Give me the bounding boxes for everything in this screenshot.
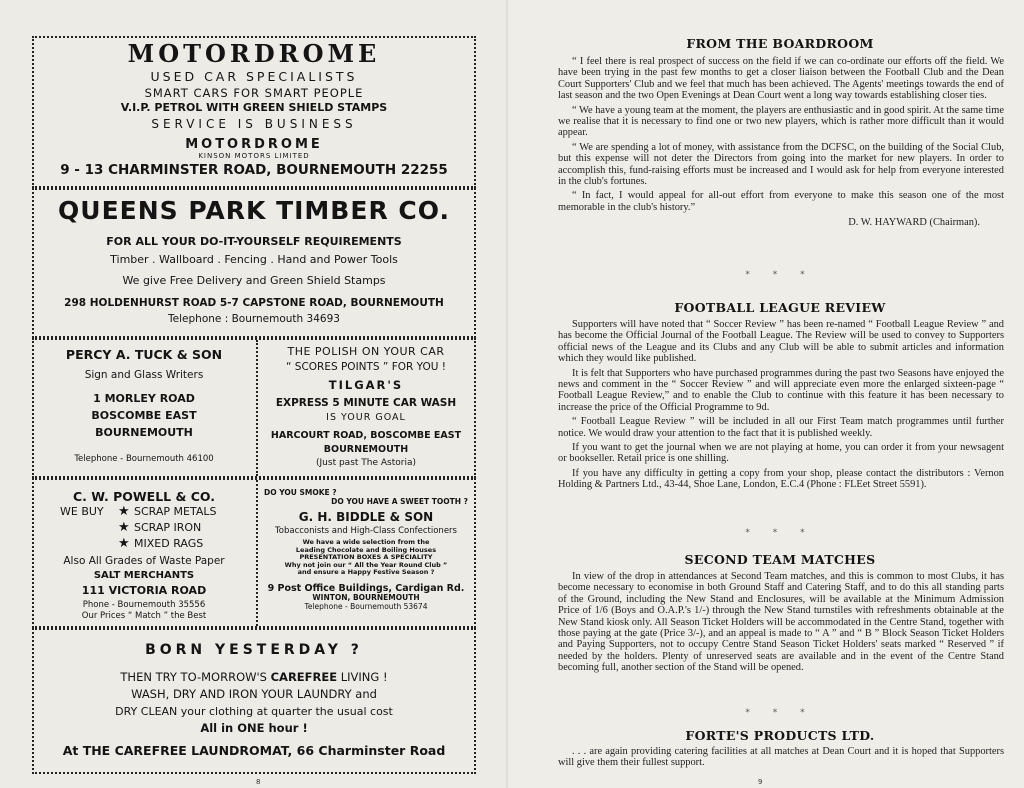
fortes-p1: . . . are again providing catering facilities at all matches at Dean Court and it is hoped that Supporters will give them their fullest support.: [558, 746, 1004, 769]
queens-park-telephone: Telephone : Bournemouth 34693: [168, 312, 340, 325]
page-number: 8: [256, 778, 261, 786]
section-divider: * * *: [745, 270, 815, 280]
percy-tuck-title: PERCY A. TUCK & SON: [65, 347, 223, 362]
ad-row-tuck-tilgar: [32, 338, 476, 478]
powell-prices: Our Prices “ Match ” the Best: [81, 610, 207, 621]
powell-phone: Phone - Bournemouth 35556: [82, 599, 206, 610]
motordrome-sub: KINSON MOTORS LIMITED: [198, 152, 310, 161]
star-icon: ★: [118, 519, 130, 535]
section-divider: * * *: [745, 708, 815, 718]
ad-powell: [34, 480, 254, 621]
tilgar-line2: “ SCORES POINTS ” FOR YOU !: [286, 360, 446, 373]
left-page: [0, 0, 510, 788]
fortes-article: [558, 746, 1004, 772]
biddle-town: WINTON, BOURNEMOUTH: [312, 593, 420, 603]
tilgar-addr2: BOURNEMOUTH: [323, 443, 409, 455]
motordrome-line1: USED CAR SPECIALISTS: [150, 69, 358, 85]
tilgar-name: TILGAR'S: [328, 378, 404, 393]
powell-item3: MIXED RAGS: [134, 536, 204, 550]
ad-tilgar: [258, 340, 474, 469]
biddle-line5: Why not join our “ All the Year Round Club ”: [284, 560, 448, 569]
percy-tuck-addr1: 1 MORLEY ROAD: [93, 392, 195, 406]
carefree-line1-a: THEN TRY TO-MORROW'S: [120, 669, 271, 684]
biddle-q2: DO YOU HAVE A SWEET TOOTH ?: [331, 496, 468, 506]
boardroom-heading: FROM THE BOARDROOM: [686, 36, 874, 51]
motordrome-address: 9 - 13 CHARMINSTER ROAD, BOURNEMOUTH 22255: [60, 162, 448, 179]
percy-tuck-telephone: Telephone - Bournemouth 46100: [74, 454, 214, 465]
powell-line3: SALT MERCHANTS: [93, 570, 195, 582]
star-icon: ★: [118, 535, 130, 551]
league-review-p1: Supporters will have noted that “ Soccer Review ” has been re-named “ Football League Review ” and has become the Official Journal of the Football League. The Review will be used to convey to Supporters official news of the League and its Clubs and any Club will be able to submit articles and information which they would like published.: [558, 319, 1004, 365]
powell-title: C. W. POWELL & CO.: [72, 489, 216, 504]
ad-percy-tuck: [34, 340, 254, 464]
section-divider: * * *: [745, 528, 815, 538]
carefree-title: BORN YESTERDAY ?: [145, 642, 363, 658]
carefree-line1-c: LIVING !: [337, 669, 388, 684]
percy-tuck-addr3: BOURNEMOUTH: [95, 426, 193, 440]
boardroom-p1: “ I feel there is real prospect of success on the field if we can co-ordinate our efforts off the field. We have been trying in the past few months to get a closer liaison between the Football Club and the Dean Court Supporters' Club and we feel that much has been achieved. The Agents' meetings towards the end of last season and the two Open Evenings at Dean Court went a long way towards establishing closer ties.: [558, 56, 1004, 102]
biddle-q1: DO YOU SMOKE ?: [264, 488, 337, 497]
second-team-p1: In view of the drop in attendances at Second Team matches, and this is common to most Clubs, it has become necessary to economise in both Ground Staff and Catering Staff, and to do this all standing parts of the Ground, including the New Stand and Enclosures, will be available at the Minimum Admission Price of 1/6 (Boys and O.A.P.'s 1/-) through the New Stand turnstiles with refreshments obtainable at the New Stand kiosk only. All Season Ticket Holders will be accommodated in the Centre Stand, together with those paying at the gate (Price 3/-), and an appeal is made to “ A ” and “ B ” Block Season Ticket Holders and Paying Supporters, not to occupy Centre Stand Season Ticket Holders' seats marked “ Reserved ” if needed by the holders. Plenty of unreserved seats are available and in the event of the Centre Stand becoming full, another section of the Stand will be opened.: [558, 571, 1004, 674]
motordrome-line3: V.I.P. PETROL WITH GREEN SHIELD STAMPS: [120, 100, 388, 114]
queens-park-line3: We give Free Delivery and Green Shield Stamps: [122, 274, 386, 288]
ad-biddle: [258, 480, 474, 612]
motordrome-name: MOTORDROME: [185, 136, 323, 152]
percy-tuck-addr2: BOSCOMBE EAST: [91, 409, 197, 423]
carefree-line1-b: CAREFREE: [270, 669, 338, 684]
boardroom-signature: D. W. HAYWARD (Chairman).: [848, 217, 980, 229]
powell-item1: SCRAP METALS: [134, 504, 217, 518]
league-review-p4: If you want to get the journal when we are not playing at home, you can order it from your newsagent or bookseller. Retail price is one shilling.: [558, 442, 1004, 465]
star-icon: ★: [118, 503, 130, 519]
percy-tuck-line1: Sign and Glass Writers: [84, 368, 204, 381]
queens-park-line1: FOR ALL YOUR DO-IT-YOURSELF REQUIREMENTS: [106, 234, 402, 248]
carefree-line4: All in ONE hour !: [200, 720, 308, 735]
biddle-line4: PRESENTATION BOXES A SPECIALITY: [299, 553, 433, 562]
carefree-address: At THE CAREFREE LAUNDROMAT, 66 Charminster Road: [62, 743, 446, 759]
second-team-heading: SECOND TEAM MATCHES: [684, 552, 876, 567]
motordrome-line2: SMART CARS FOR SMART PEOPLE: [144, 86, 364, 101]
powell-address: 111 VICTORIA ROAD: [81, 583, 207, 597]
powell-we-buy: WE BUY: [60, 504, 104, 518]
biddle-line6: and ensure a Happy Festive Season ?: [297, 568, 435, 577]
biddle-title: G. H. BIDDLE & SON: [298, 509, 434, 524]
biddle-address: 9 Post Office Buildings, Cardigan Rd.: [267, 583, 465, 595]
biddle-telephone: Telephone - Bournemouth 53674: [304, 602, 428, 612]
boardroom-article: [558, 56, 1004, 232]
carefree-line2: WASH, DRY AND IRON YOUR LAUNDRY and: [131, 687, 377, 702]
league-review-p3: “ Football League Review ” will be included in all our First Team match programmes until further notice. We would draw your attention to the fact that it is published weekly.: [558, 416, 1004, 439]
boardroom-p3: “ We are spending a lot of money, with assistance from the DCFSC, on the building of the Social Club, but this expense will not deter the Directors from going into the market for new players. In order to accomplish this, fund-raising efforts must be increased and I would ask for help from everyone interested in the club's fortunes.: [558, 141, 1004, 188]
motordrome-line4: SERVICE IS BUSINESS: [151, 116, 357, 131]
biddle-line2: We have a wide selection from the: [302, 537, 430, 546]
tilgar-addr3: (Just past The Astoria): [316, 457, 416, 468]
tilgar-addr1: HARCOURT ROAD, BOSCOMBE EAST: [270, 430, 462, 442]
tilgar-line3: EXPRESS 5 MINUTE CAR WASH: [275, 396, 457, 409]
right-page: [510, 0, 1024, 788]
queens-park-line2: Timber . Wallboard . Fencing . Hand and Power Tools: [110, 253, 398, 267]
boardroom-p4: “ In fact, I would appeal for all-out effort from everyone to make this season one of the most memorable in the club's history.”: [558, 190, 1004, 213]
biddle-line1: Tobacconists and High-Class Confectioners: [275, 525, 457, 536]
ad-carefree: [32, 628, 476, 774]
boardroom-p2: “ We have a young team at the moment, the players are enthusiastic and in good spirit. At the same time we realise that it is necessary to find one or two new players, which is rather more difficult than it would appear.: [558, 104, 1004, 139]
league-review-article: [558, 319, 1004, 494]
queens-park-address: 298 HOLDENHURST ROAD 5-7 CAPSTONE ROAD, BOURNEMOUTH: [64, 297, 444, 310]
league-review-p2: It is felt that Supporters who have purchased programmes during the past two Seasons have enjoyed the news and comment in the “ Soccer Review ” and will appreciate even more the enlarged sixteen-page “ Football League Review,” and to enable the Club to continue with this feature it has been necessary to increase the price of the Official Programme to 9d.: [558, 367, 1004, 413]
tilgar-line4: IS YOUR GOAL: [326, 412, 406, 424]
queens-park-title: QUEENS PARK TIMBER CO.: [58, 196, 450, 225]
motordrome-title: MOTORDROME: [127, 39, 381, 68]
ad-motordrome: [32, 36, 476, 188]
biddle-line3: Leading Chocolate and Boiling Houses: [295, 545, 437, 554]
league-review-p5: If you have any difficulty in getting a copy from your shop, please contact the distributors : Vernon Holding & Partners Ltd., 43-44, Shoe Lane, London, E.C.4 (Phone : FLEet Street 5591).: [558, 467, 1004, 491]
second-team-article: [558, 571, 1004, 677]
powell-item2: SCRAP IRON: [134, 520, 202, 534]
ad-row-powell-biddle: [32, 478, 476, 628]
fortes-heading: FORTE'S PRODUCTS LTD.: [685, 728, 875, 743]
ad-queens-park-timber: [32, 188, 476, 338]
carefree-line3: DRY CLEAN your clothing at quarter the usual cost: [115, 704, 393, 718]
tilgar-line1: THE POLISH ON YOUR CAR: [287, 345, 445, 358]
page-number: 9: [758, 778, 763, 786]
powell-line2: Also All Grades of Waste Paper: [63, 554, 225, 567]
league-review-heading: FOOTBALL LEAGUE REVIEW: [674, 300, 886, 315]
